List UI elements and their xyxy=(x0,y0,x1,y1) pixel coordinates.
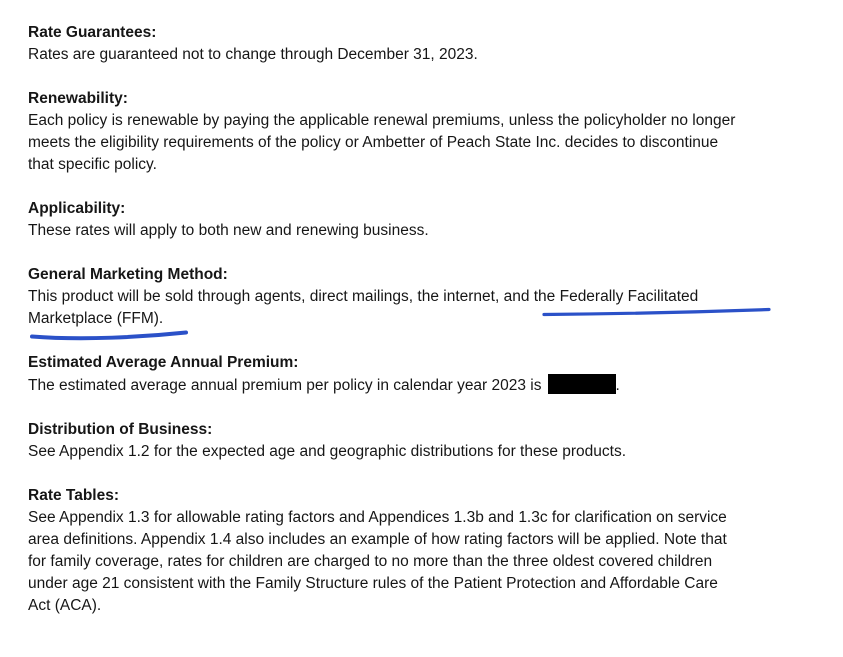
section-heading: Distribution of Business: xyxy=(28,421,213,438)
document-body xyxy=(28,22,823,617)
section-applicability xyxy=(28,198,823,242)
section-rate-tables xyxy=(28,485,823,617)
section-heading: Renewability: xyxy=(28,90,128,107)
body-line: Each policy is renewable by paying the applicable renewal premiums, unless the policyholder no longer xyxy=(28,112,736,129)
body-line-underlined: Marketplace (FFM). xyxy=(28,310,164,327)
premium-line-text: The estimated average annual premium per policy in calendar year 2023 is xyxy=(28,377,542,394)
section-general-marketing-method xyxy=(28,264,823,330)
section-heading: Rate Guarantees: xyxy=(28,24,157,41)
body-line: area definitions. Appendix 1.4 also includes an example of how rating factors will be applied. Note that xyxy=(28,531,727,548)
section-heading: Applicability: xyxy=(28,200,126,217)
body-line: Act (ACA). xyxy=(28,597,102,614)
body-line: Rates are guaranteed not to change through December 31, 2023. xyxy=(28,46,478,63)
section-heading: Rate Tables: xyxy=(28,487,120,504)
body-line: meets the eligibility requirements of the policy or Ambetter of Peach State Inc. decides to discontinue xyxy=(28,134,719,151)
section-heading: Estimated Average Annual Premium: xyxy=(28,354,299,371)
premium-line-period: . xyxy=(615,377,620,394)
body-line: for family coverage, rates for children are charged to no more than the three oldest covered children xyxy=(28,553,713,570)
body-line: See Appendix 1.3 for allowable rating factors and Appendices 1.3b and 1.3c for clarification on service xyxy=(28,509,727,526)
section-heading: General Marketing Method: xyxy=(28,266,228,283)
section-estimated-average-annual-premium xyxy=(28,352,823,397)
body-line-underlined: This product will be sold through agents, direct mailings, the internet, and the Federally Facilitated xyxy=(28,288,699,305)
premium-line xyxy=(28,374,823,397)
body-line: under age 21 consistent with the Family Structure rules of the Patient Protection and Affordable Care xyxy=(28,575,718,592)
body-line: These rates will apply to both new and renewing business. xyxy=(28,222,429,239)
section-distribution-of-business xyxy=(28,419,823,463)
section-renewability xyxy=(28,88,823,176)
body-line: See Appendix 1.2 for the expected age and geographic distributions for these products. xyxy=(28,443,627,460)
body-line: that specific policy. xyxy=(28,156,157,173)
redaction-box xyxy=(548,374,616,394)
section-rate-guarantees xyxy=(28,22,823,66)
